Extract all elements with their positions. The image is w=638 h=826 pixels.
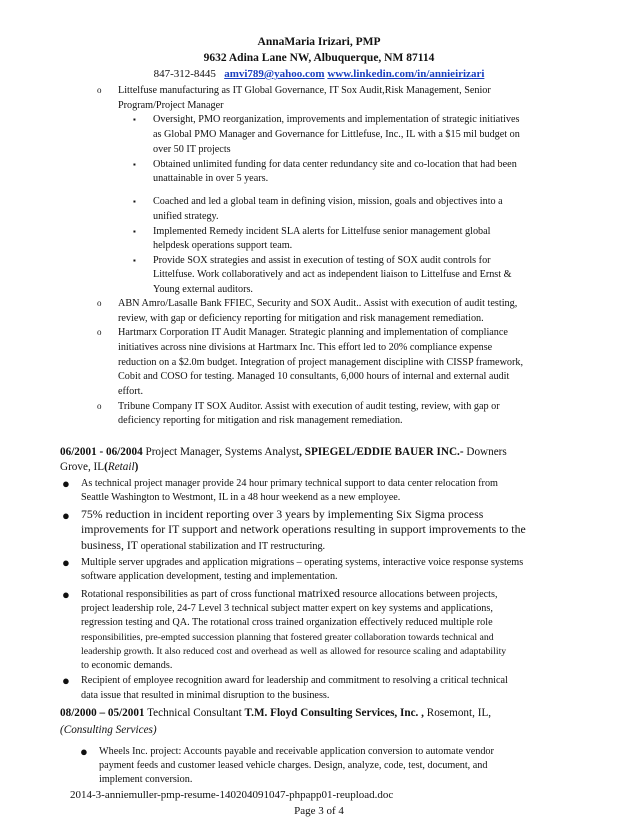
bullet-line: implement conversion. — [99, 774, 193, 785]
linkedin-link[interactable]: www.linkedin.com/in/annieirizari — [327, 68, 485, 80]
bullet-line: Coached and led a global team in defining vision, mission, goals and objectives into a — [153, 196, 503, 207]
company-name: , SPIEGEL/EDDIE BAUER INC.- — [299, 446, 464, 458]
bullet-text: operational stabilization and IT restructuring. — [138, 541, 326, 552]
industry-type: (Consulting Services) — [60, 724, 157, 736]
role-line: reduction on a $2.0m budget. Integration of project management discipline with CISSP framework, — [118, 357, 524, 368]
bullet-line: As technical project manager provide 24 hour primary technical support to data center relocation from — [81, 478, 498, 489]
circle-bullet-icon: o — [97, 298, 102, 308]
footer-filename: 2014-3-anniemuller-pmp-resume-140204091047-phpapp01-reupload.doc — [70, 789, 394, 801]
square-bullet-icon: ▪ — [133, 256, 136, 265]
round-bullet-icon: ● — [62, 673, 70, 688]
bullet-line: Recipient of employee recognition award for leadership and commitment to resolving a critical technical — [81, 675, 508, 686]
job-location: Rosemont, IL, — [423, 707, 492, 719]
round-bullet-icon: ● — [62, 476, 70, 491]
bullet-line: payment feeds and customer leased vehicle charges. Design, analyze, code, test, document, and — [99, 760, 488, 771]
job-location: Grove, IL — [60, 461, 105, 473]
role-line: review, with gap or deficiency reporting for mitigation and risk management remediation. — [118, 313, 484, 324]
bullet-line: Implemented Remedy incident SLA alerts for Littelfuse senior management global — [153, 226, 491, 237]
bullet-line: unattainable in over 5 years. — [153, 173, 269, 184]
circle-bullet-icon: o — [97, 85, 102, 95]
square-bullet-icon: ▪ — [133, 160, 136, 169]
role-line: ABN Amro/Lasalle Bank FFIEC, Security and SOX Audit.. Assist with execution of audit testing, — [118, 298, 518, 309]
page-number: Page 3 of 4 — [294, 805, 344, 817]
job-heading-floyd — [60, 705, 491, 721]
bullet-line: unified strategy. — [153, 211, 219, 222]
role-line: Hartmarx Corporation IT Audit Manager. Strategic planning and implementation of compliance — [118, 327, 508, 338]
bullet-line: responsibilities, pre-empted succession planning that fostered greater collaboration towards technical and — [81, 632, 494, 643]
bullet-line — [81, 586, 498, 602]
paren: ) — [134, 461, 139, 473]
bullet-line: Provide SOX strategies and assist in execution of testing of SOX audit controls for — [153, 255, 491, 266]
role-line: Program/Project Manager — [118, 100, 224, 111]
bullet-line: project leadership role, 24-7 Level 3 technical subject matter expert on key systems and applications, — [81, 603, 493, 614]
bullet-line: Seattle Washington to Westmont, IL in a 48 hour weekend as a new employee. — [81, 492, 401, 503]
candidate-address: 9632 Adina Lane NW, Albuquerque, NM 87114 — [203, 52, 435, 64]
role-line: Littelfuse manufacturing as IT Global Governance, IT Sox Audit,Risk Management, Senior — [118, 85, 491, 96]
bullet-text: Rotational responsibilities as part of cross functional — [81, 589, 299, 600]
job-location: Downers — [463, 446, 507, 458]
bullet-line: over 50 IT projects — [153, 144, 231, 155]
paren: ( — [104, 461, 108, 473]
role-line: deficiency reporting for mitigation and risk management remediation. — [118, 415, 403, 426]
bullet-line: 75% reduction in incident reporting over 3 years by implementing Six Sigma process — [81, 507, 484, 521]
square-bullet-icon: ▪ — [133, 197, 136, 206]
bullet-text-large: business, IT — [81, 538, 139, 552]
contact-line — [0, 68, 638, 80]
bullet-line: Obtained unlimited funding for data center redundancy site and co-location that had been — [153, 159, 517, 170]
bullet-line: Oversight, PMO reorganization, improvements and implementation of strategic initiatives — [153, 114, 520, 125]
bullet-line: Littelfuse. Work collaboratively and act as independent liaison to Littelfuse and Ernst & — [153, 269, 512, 280]
job-dates: 06/2001 - 06/2004 — [60, 446, 143, 458]
bullet-line: regression testing and QA. The rotational cross trained organization effectively reduced multiple role — [81, 617, 493, 628]
bullet-text-large: matrixed — [298, 586, 340, 600]
round-bullet-icon: ● — [62, 508, 70, 523]
round-bullet-icon: ● — [62, 587, 70, 602]
bullet-line: improvements for IT support and network operations resulting in support improvements to the — [81, 522, 526, 536]
square-bullet-icon: ▪ — [133, 115, 136, 124]
candidate-name: AnnaMaria Irizari, PMP — [257, 36, 381, 48]
circle-bullet-icon: o — [97, 401, 102, 411]
bullet-line: leadership growth. It also reduced cost and overhead as well as allowed for resource scaling and adaptability — [81, 646, 507, 657]
bullet-line: software application development, testing and implementation. — [81, 571, 338, 582]
job-title: Technical Consultant — [144, 707, 245, 719]
role-line: initiatives across nine divisions at Hartmarx Inc. This effort led to 20% compliance expense — [118, 342, 493, 353]
bullet-text: resource allocations between projects, — [339, 589, 498, 600]
bullet-line: helpdesk operations support team. — [153, 240, 293, 251]
bullet-line — [81, 538, 325, 554]
bullet-line: Multiple server upgrades and application migrations – operating systems, interactive voice response systems — [81, 557, 524, 568]
round-bullet-icon: ● — [62, 555, 70, 570]
company-name: T.M. Floyd Consulting Services, Inc. , — [244, 707, 424, 719]
round-bullet-icon: ● — [80, 744, 88, 759]
role-line: Tribune Company IT SOX Auditor. Assist with execution of audit testing, review, with gap or — [118, 401, 500, 412]
role-line: Cobit and COSO for testing. Managed 10 consultants, 6,000 hours of internal and external audit — [118, 371, 510, 382]
bullet-line: to economic demands. — [81, 660, 173, 671]
job-location-line — [60, 459, 138, 475]
job-heading-spiegel — [60, 444, 507, 460]
industry-type: Retail — [107, 461, 135, 473]
bullet-line: data issue that resulted in minimal disruption to the business. — [81, 690, 330, 701]
bullet-line: Young external auditors. — [153, 284, 253, 295]
role-line: effort. — [118, 386, 143, 397]
phone-number: 847-312-8445 — [153, 68, 216, 80]
bullet-line: as Global PMO Manager and Governance for Littlefuse, Inc., IL with a $15 mil budget on — [153, 129, 520, 140]
square-bullet-icon: ▪ — [133, 227, 136, 236]
bullet-line: Wheels Inc. project: Accounts payable and receivable application conversion to automate vendor — [99, 746, 494, 757]
job-title: Project Manager, Systems Analyst — [142, 446, 300, 458]
circle-bullet-icon: o — [97, 327, 102, 337]
job-dates: 08/2000 – 05/2001 — [60, 707, 145, 719]
email-link[interactable]: amvi789@yahoo.com — [224, 68, 325, 80]
